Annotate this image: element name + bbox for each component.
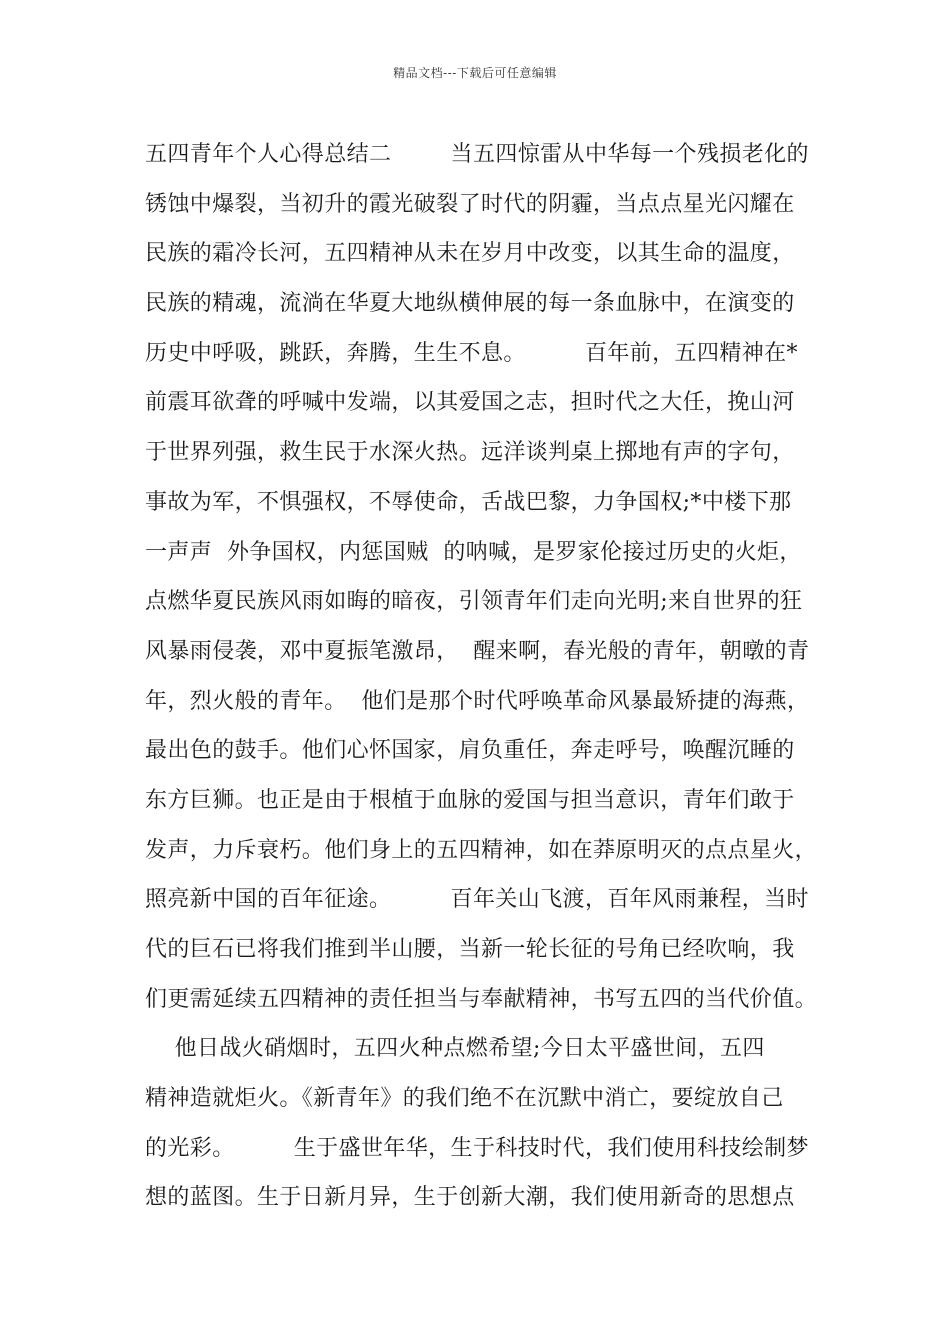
text-line: 点燃华夏民族风雨如晦的暗夜，引领青年们走向光明;来自世界的狂: [145, 589, 803, 615]
text-line: 五四青年个人心得总结二 当五四惊雷从中华每一个残损老化的: [145, 142, 809, 167]
text-line: 们更需延续五四精神的责任担当与奉献精神，书写五四的当代价值。: [145, 986, 818, 1012]
text-line: 年，烈火般的青年。 他们是那个时代呼唤革命风暴最矫捷的海燕，: [145, 688, 810, 714]
text-line: 锈蚀中爆裂，当初升的霞光破裂了时代的阴霾，当点点星光闪耀在: [145, 191, 795, 217]
page-header: 精品文档---下载后可任意编辑: [393, 66, 557, 80]
text-line: 一声声 外争国权，内惩国贼 的呐喊，是罗家伦接过历史的火炬，: [145, 539, 802, 565]
text-line: 于世界列强，救生民于水深火热。远洋谈判桌上掷地有声的字句，: [145, 440, 795, 466]
text-line: 发声，力斥衰朽。他们身上的五四精神，如在莽原明灭的点点星火，: [145, 837, 818, 863]
document-body: [145, 130, 825, 1223]
text-line: 历史中呼吸，跳跃，奔腾，生生不息。 百年前，五四精神在*: [145, 340, 798, 366]
text-line: 东方巨狮。也正是由于根植于血脉的爱国与担当意识，青年们敢于: [145, 787, 795, 813]
text-line: 他日战火硝烟时，五四火种点燃希望;今日太平盛世间，五四: [145, 1036, 765, 1062]
text-line: 的光彩。 生于盛世年华，生于科技时代，我们使用科技绘制梦: [145, 1135, 809, 1161]
text-line: 前震耳欲聋的呼喊中发端，以其爱国之志，担时代之大任，挽山河: [145, 390, 795, 416]
text-line: 照亮新中国的百年征途。 百年关山飞渡，百年风雨兼程，当时: [145, 887, 809, 913]
text-line: 代的巨石已将我们推到半山腰，当新一轮长征的号角已经吹响，我: [145, 937, 795, 962]
text-line: 事故为军，不惧强权，不辱使命，舌战巴黎，力争国权;*中楼下那: [145, 489, 792, 515]
text-line: 民族的精魂，流淌在华夏大地纵横伸展的每一条血脉中，在演变的: [145, 291, 795, 317]
text-line: 想的蓝图。生于日新月异，生于创新大潮，我们使用新奇的思想点: [145, 1185, 795, 1211]
text-line: 精神造就炬火。《新青年》的我们绝不在沉默中消亡，要绽放自己: [145, 1086, 784, 1112]
text-line: 民族的霜冷长河，五四精神从未在岁月中改变，以其生命的温度，: [145, 241, 795, 267]
text-line: 最出色的鼓手。他们心怀国家，肩负重任，奔走呼号，唤醒沉睡的: [145, 738, 795, 764]
text-line: 风暴雨侵袭，邓中夏振笔激昂， 醒来啊，春光般的青年，朝暾的青: [145, 638, 810, 664]
